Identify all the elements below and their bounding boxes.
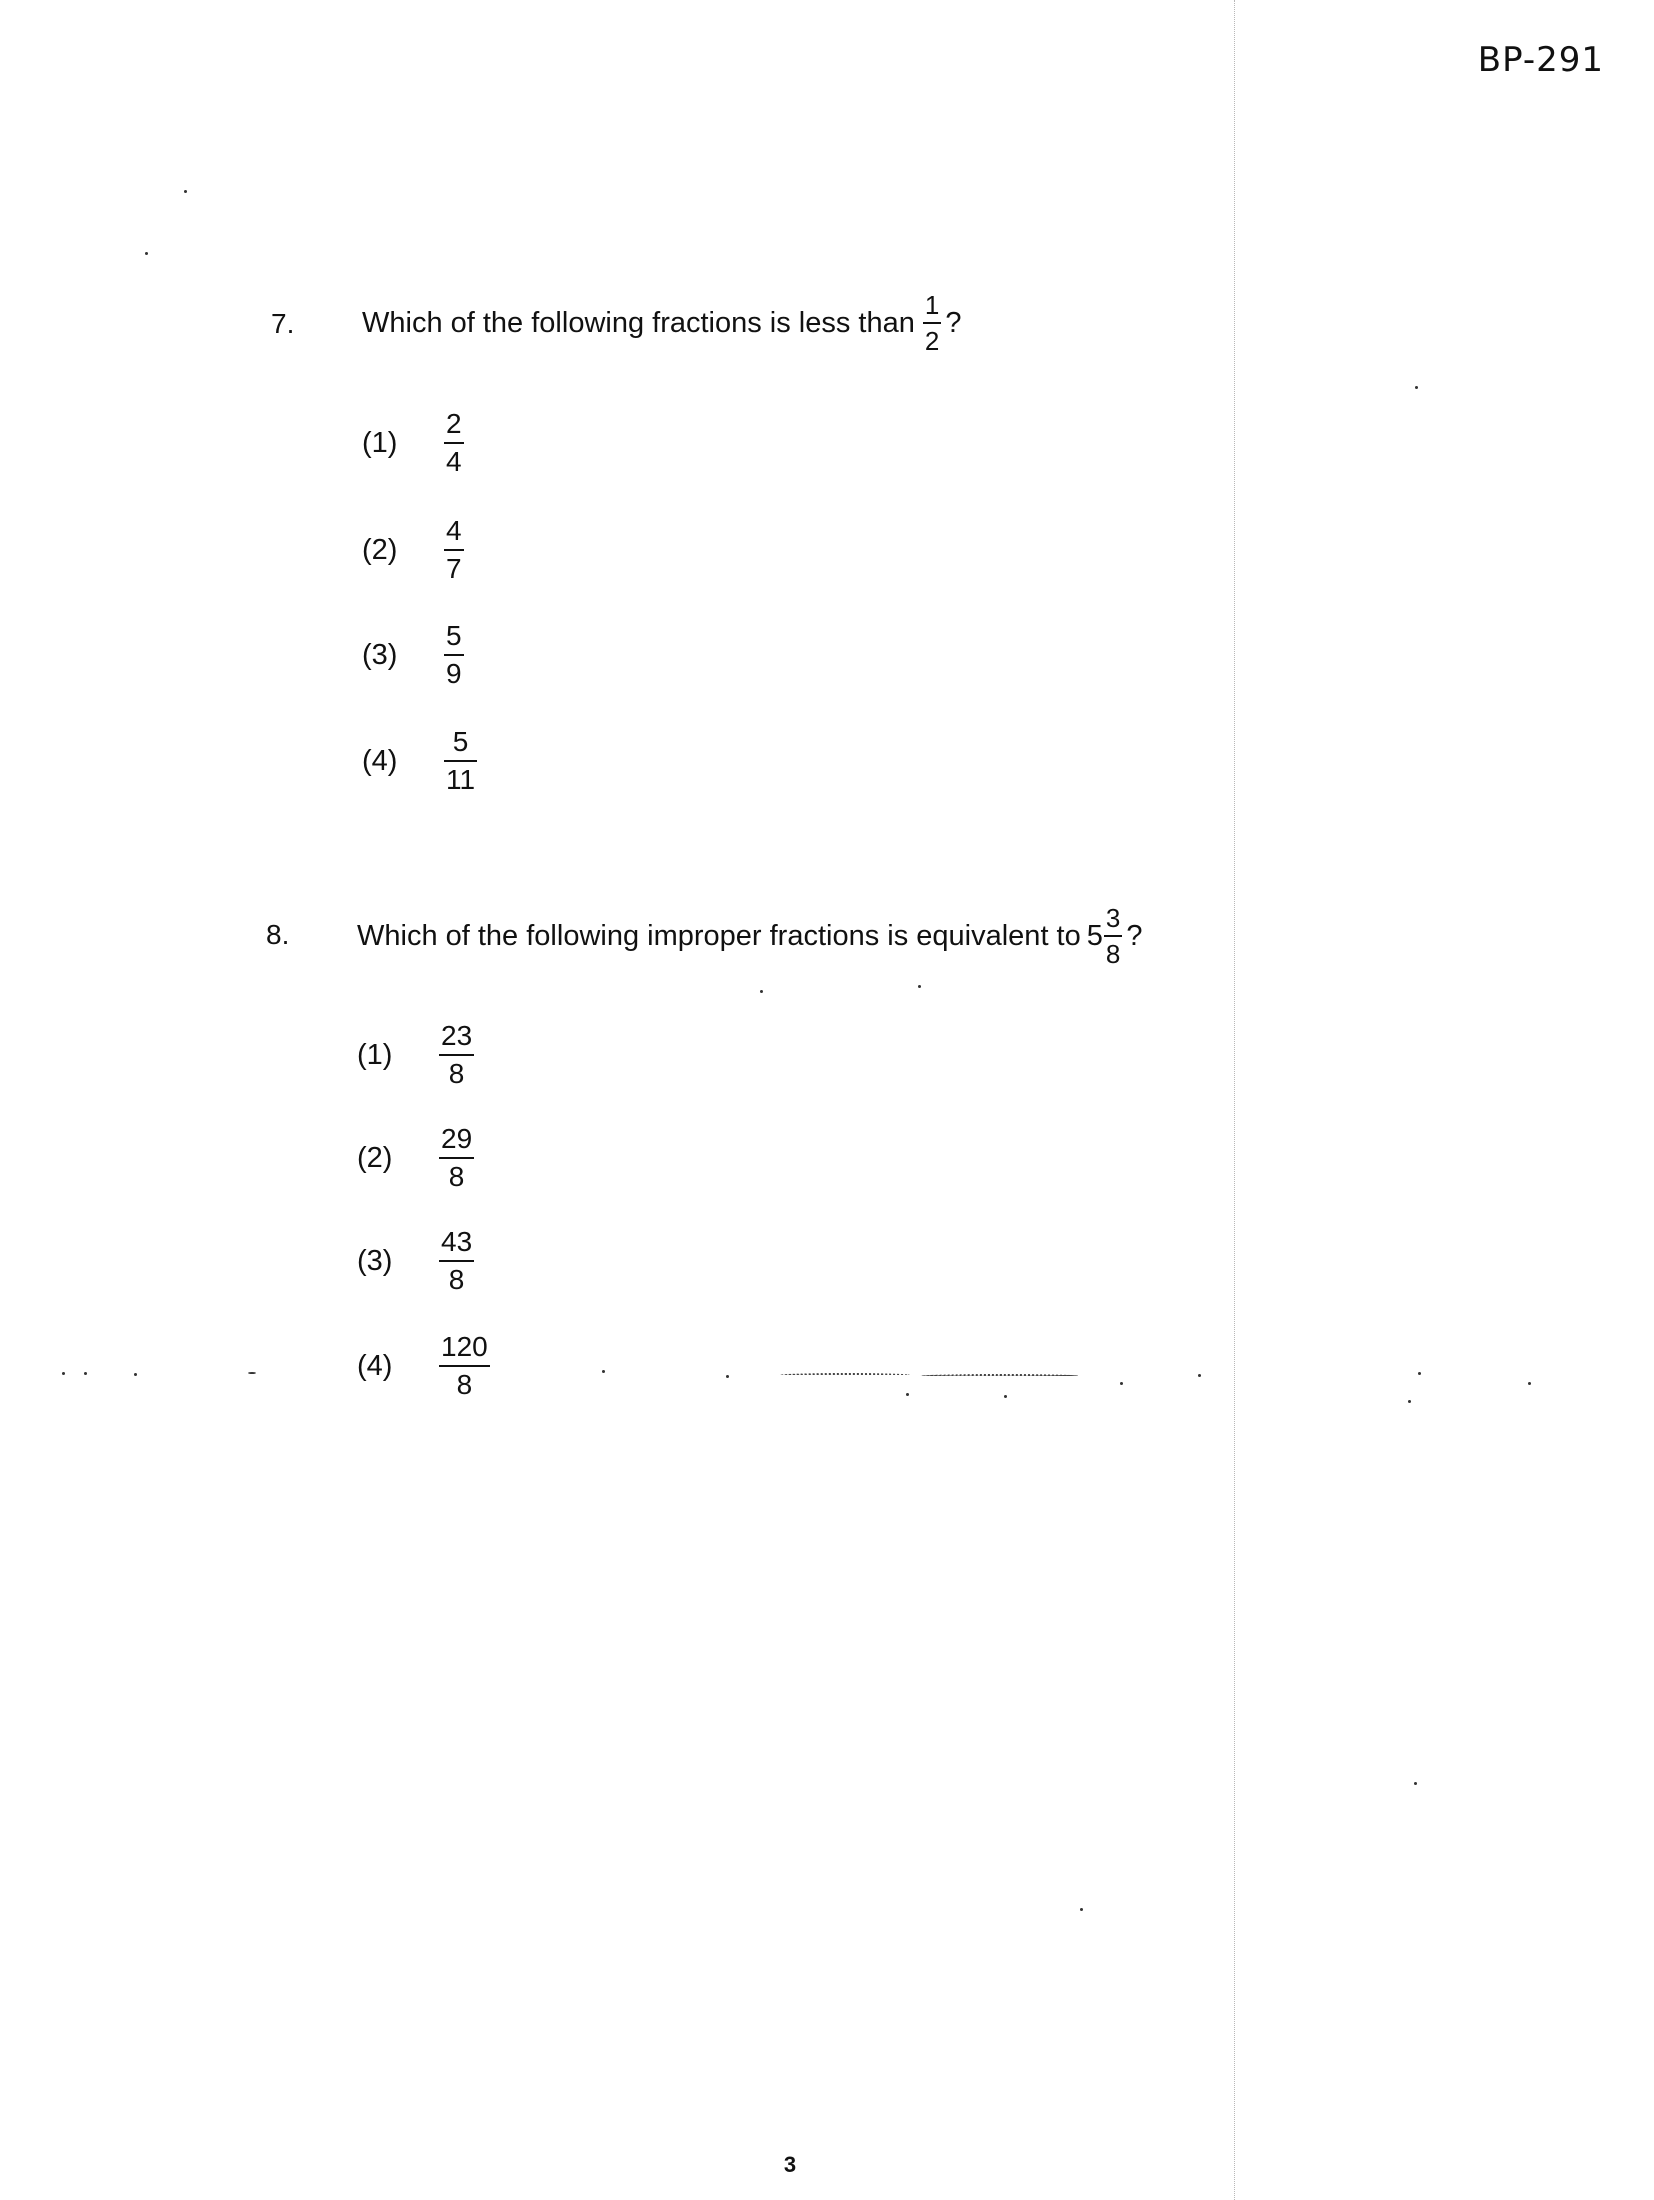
scan-speck	[62, 1372, 65, 1375]
scan-speck	[1120, 1382, 1123, 1385]
question-mark: ?	[945, 306, 962, 339]
fraction-denominator: 7	[446, 553, 462, 584]
option-label: (1)	[362, 426, 398, 459]
question-8-prompt: Which of the following improper fractions is equivalent to	[357, 919, 1081, 952]
option-fraction	[444, 517, 464, 583]
q8-option-1	[357, 1022, 474, 1088]
fraction-denominator: 9	[446, 658, 462, 689]
fraction-bar	[923, 322, 941, 324]
fraction-denominator: 2	[924, 326, 940, 356]
q7-option-2	[362, 517, 464, 583]
option-fraction	[439, 1125, 474, 1191]
fraction-denominator: 8	[448, 1264, 465, 1295]
mixed-fraction	[1104, 905, 1122, 967]
q8-option-4	[357, 1333, 490, 1399]
option-label: (3)	[357, 1244, 393, 1277]
scan-speck	[760, 990, 763, 993]
scan-speck	[1080, 1908, 1083, 1911]
fraction-denominator: 8	[448, 1161, 465, 1192]
option-fraction	[439, 1228, 474, 1294]
fraction-numerator: 2	[446, 408, 462, 439]
fraction-numerator: 5	[452, 726, 469, 757]
scan-speck	[1414, 1782, 1417, 1785]
option-label: (4)	[357, 1349, 393, 1382]
q8-option-2	[357, 1125, 474, 1191]
fraction-bar	[1104, 935, 1122, 937]
option-fraction	[439, 1022, 474, 1088]
fraction-bar	[439, 1365, 490, 1367]
scan-speck	[918, 985, 921, 988]
scan-speck	[602, 1370, 605, 1373]
fraction-numerator: 4	[446, 515, 462, 546]
option-label: (2)	[357, 1141, 393, 1174]
fraction-numerator: 23	[441, 1020, 473, 1051]
question-mark: ?	[1126, 919, 1143, 952]
question-7-number: 7.	[271, 308, 295, 339]
fraction-denominator: 8	[456, 1369, 473, 1400]
question-7-fraction	[923, 292, 941, 354]
scan-speck	[1198, 1374, 1201, 1377]
option-label: (2)	[362, 533, 398, 566]
fraction-numerator: 120	[441, 1331, 488, 1362]
fraction-denominator: 8	[1105, 939, 1121, 969]
margin-rule	[1234, 0, 1235, 2200]
option-fraction	[444, 728, 477, 794]
scan-speck	[145, 252, 148, 255]
scan-speck	[1415, 386, 1418, 389]
question-7-prompt: Which of the following fractions is less than	[362, 306, 915, 339]
fraction-denominator: 8	[448, 1058, 465, 1089]
page-number: 3	[783, 2152, 797, 2177]
question-8-number: 8.	[266, 919, 290, 950]
fraction-denominator: 11	[446, 764, 476, 795]
q7-option-3	[362, 622, 464, 688]
fraction-numerator: 43	[441, 1226, 473, 1257]
scan-speck	[726, 1375, 729, 1378]
fraction-bar	[444, 654, 464, 656]
mixed-whole: 5	[1086, 919, 1103, 952]
q7-option-4	[362, 728, 477, 794]
scan-speck	[1408, 1400, 1411, 1403]
scan-speck	[1528, 1382, 1531, 1385]
option-label: (4)	[362, 744, 398, 777]
option-fraction	[439, 1333, 490, 1399]
option-label: (1)	[357, 1038, 393, 1071]
option-fraction	[444, 622, 464, 688]
fraction-denominator: 4	[446, 446, 462, 477]
scan-speck	[906, 1393, 909, 1396]
fraction-numerator: 29	[441, 1123, 473, 1154]
scan-speck	[920, 1374, 1080, 1378]
question-8-text	[357, 905, 1143, 967]
scan-speck	[184, 190, 187, 193]
fraction-bar	[439, 1157, 474, 1159]
scan-speck	[1418, 1372, 1421, 1375]
scan-speck	[1004, 1395, 1007, 1398]
fraction-numerator: 1	[924, 290, 940, 320]
fraction-bar	[444, 760, 477, 762]
scan-speck	[248, 1372, 256, 1374]
question-7-text	[362, 292, 961, 354]
fraction-numerator: 5	[446, 620, 462, 651]
option-fraction	[444, 410, 464, 476]
fraction-bar	[444, 549, 464, 551]
fraction-numerator: 3	[1105, 903, 1121, 933]
mixed-number	[1087, 905, 1123, 967]
fraction-bar	[439, 1260, 474, 1262]
option-label: (3)	[362, 638, 398, 671]
fraction-bar	[444, 442, 464, 444]
q8-option-3	[357, 1228, 474, 1294]
scan-speck	[780, 1373, 910, 1377]
document-code: BP-291	[1477, 40, 1604, 80]
scan-speck	[84, 1372, 87, 1375]
scan-speck	[134, 1373, 137, 1376]
q7-option-1	[362, 410, 464, 476]
fraction-bar	[439, 1054, 474, 1056]
